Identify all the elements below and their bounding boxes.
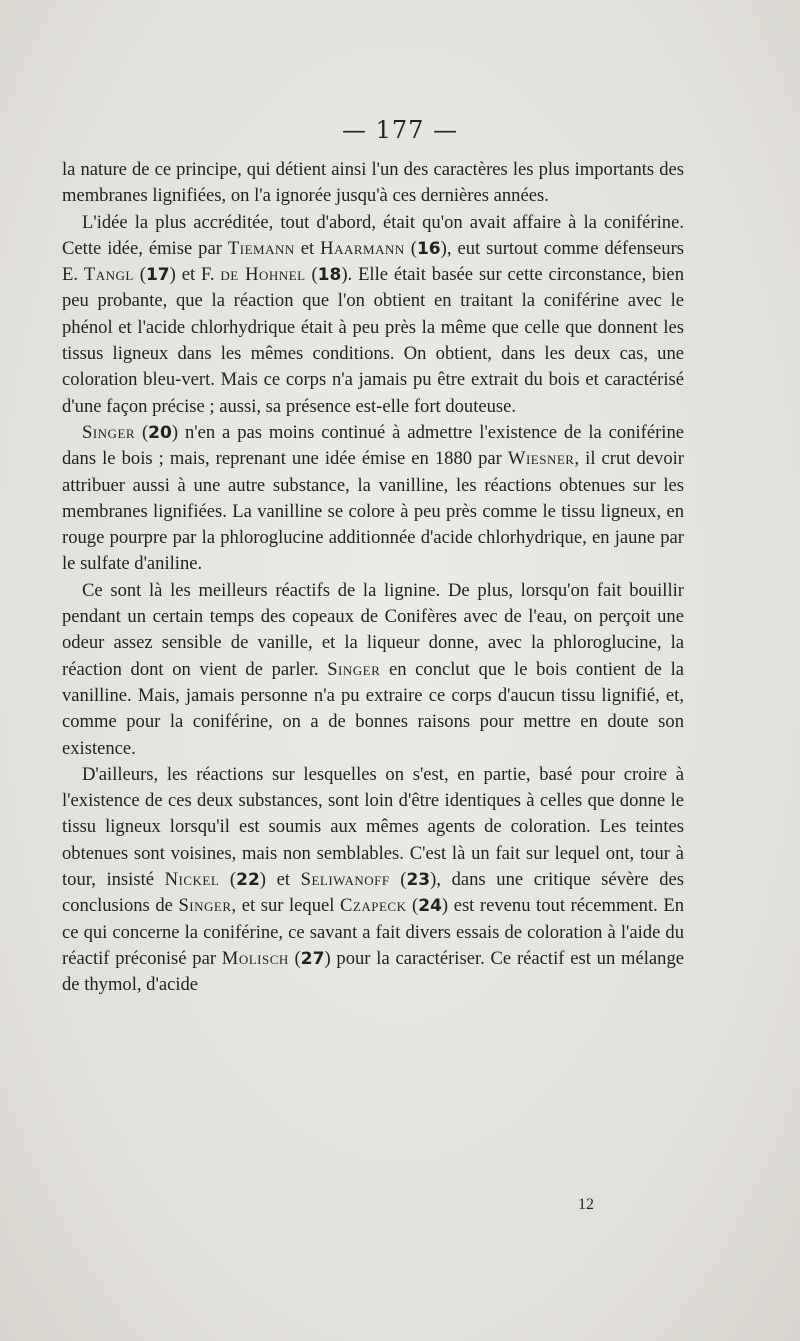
reference-number: 18 [317,265,342,286]
author-name: Singer [82,421,136,443]
reference-number: 17 [145,265,170,286]
reference-number: 16 [416,238,441,259]
author-name: Tangl [83,264,134,286]
author-name: Molisch [221,947,289,969]
author-name: Seliwanoff [300,869,390,891]
signature-mark: 12 [578,1196,594,1213]
body-text [62,157,684,999]
reference-number: 24 [418,896,442,917]
author-name: Singer [327,658,381,680]
paragraph-1: la nature de ce principe, qui détient ainsi l'un des caractères les plus importants des membranes lignifiées, on l'a ignorée jusqu'à ces dernières années. [62,159,684,207]
page-number: — 177 — [341,116,459,144]
author-name: Czapeck [340,895,407,917]
paragraph-5: D'ailleurs, les réactions sur lesquelles on s'est, en partie, basé pour croire à l'existence de ces deux substances, sont loin d'être identiques à celles que donne le tissu ligneux lorsqu'il est soumis aux mêmes agents de coloration. Les teintes obtenues sont voisines, mais non semblables. C'est là un fait sur lequel ont, tour à tour, insisté Nickel (22) et Seliwanoff (23), dans une critique sévère des conclusions de Singer, et sur lequel Czapeck (24) est revenu tout récemment. En ce qui concerne la coniférine, ce savant a fait divers essais de coloration à l'aide du réactif préconisé par Molisch (27) pour la caractériser. Ce réactif est un mélange de thymol, d'acide [62,763,685,996]
reference-number: 20 [148,422,172,443]
author-name: Haarmann [320,237,405,259]
author-name: Singer [178,895,232,917]
reference-number: 22 [236,870,260,891]
author-name: Tiemann [227,237,295,259]
author-name: Nickel [164,869,220,891]
reference-number: 23 [406,870,431,891]
paragraph-4: Ce sont là les meilleurs réactifs de la lignine. De plus, lorsqu'on fait bouillir pendant un certain temps des copeaux de Conifères avec de l'eau, on perçoit une odeur assez sensible de vanille, et la liqueur donne, avec la phloroglucine, la réaction dont on vient de parler. Singer en conclut que le bois contient de la vanilline. Mais, jamais personne n'a pu extraire ce corps d'aucun tissu lignifié, et, comme pour la coniférine, on a de bonnes raisons pour mettre en doute son existence. [62,579,684,759]
author-name: de Hohnel [220,264,306,286]
reference-number: 27 [300,948,325,969]
author-name: Wiesner [507,448,575,470]
paragraph-3: Singer (20) n'en a pas moins continué à admettre l'existence de la coniférine dans le bois ; mais, reprenant une idée émise en 1880 par Wiesner, il crut devoir attribuer aussi à une autre substance, la vanilline, les réactions obtenues sur les membranes lignifiées. La vanilline se colore à peu près comme le tissu ligneux, en rouge pourpre par la phloroglucine additionnée d'acide chlorhydrique, en jaune par le sulfate d'aniline. [62,421,685,575]
paragraph-2: L'idée la plus accréditée, tout d'abord, était qu'on avait affaire à la coniférine. Cette idée, émise par Tiemann et Haarmann (16), eut surtout comme défenseurs E. Tangl (17) et F. de Hohnel (18). Elle était basée sur cette circonstance, bien peu probante, que la réaction que l'on obtient en traitant la coniférine avec le phénol et l'acide chlorhydrique était à peu près la même que celle que donnent les tissus ligneux dans les mêmes conditions. On obtient, dans les deux cas, une coloration bleu-vert. Mais ce corps n'a jamais pu être extrait du bois et caractérisé d'une façon précise ; aussi, sa présence est-elle fort douteuse. [62,211,685,417]
